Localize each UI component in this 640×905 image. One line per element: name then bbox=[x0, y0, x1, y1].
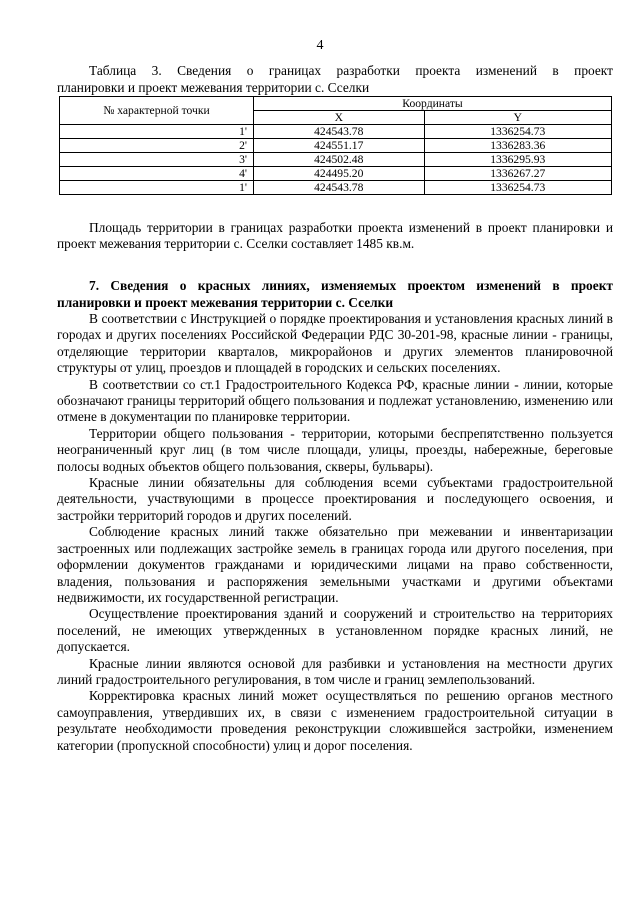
cell-point: 1' bbox=[60, 125, 254, 139]
cell-y: 1336254.73 bbox=[424, 181, 611, 195]
table-row bbox=[60, 153, 612, 167]
cell-y: 1336267.27 bbox=[424, 167, 611, 181]
cell-x: 424551.17 bbox=[254, 139, 425, 153]
section-heading: 7. Сведения о красных линиях, изменяемых проектом изменений в проект планировки и проект межевания территории с. Сселки bbox=[57, 278, 613, 310]
cell-point: 4' bbox=[60, 167, 254, 181]
body-paragraph: В соответствии с Инструкцией о порядке проектирования и установления красных линий в городах и других поселениях Российской Федерации РДС 30-201-98, красные линии - границы, отделяющие территории кварталов, микрорайонов и других элементов планировочной структуры от улиц, проездов и площадей в городских и сельских поселениях. bbox=[57, 311, 613, 376]
body-paragraph: Осуществление проектирования зданий и сооружений и строительство на территориях поселений, не имеющих утвержденных в установленном порядке красных линий, не допускается. bbox=[57, 606, 613, 655]
table-caption bbox=[57, 63, 613, 96]
body-paragraph: Красные линии являются основой для разбивки и установления на местности других линий градостроительного регулирования, в том числе и границ землепользований. bbox=[57, 655, 613, 687]
cell-point: 2' bbox=[60, 139, 254, 153]
cell-point: 1' bbox=[60, 181, 254, 195]
cell-x: 424543.78 bbox=[254, 181, 425, 195]
body-paragraph: Красные линии обязательны для соблюдения всеми субъектами градостроительной деятельности, участвующими в процессе проектирования и последующего освоения, и застройки территорий городов и других поселений. bbox=[57, 475, 613, 523]
body-paragraph: Соблюдение красных линий также обязательно при межевании и инвентаризации застроенных или подлежащих застройке земель в границах города или другого поселения, при оформлении документов гражданами и юридическими лицами на право собственности, владения, пользования и распоряжения земельными участками и другими объектами недвижимости, их государственной регистрации. bbox=[57, 524, 613, 605]
area-text: Площадь территории в границах разработки проекта изменений в проект планировки и проект межевания территории с. Сселки составляет 1485 кв.м. bbox=[57, 220, 613, 252]
body-paragraph: В соответствии со ст.1 Градостроительного Кодекса РФ, красные линии - линии, которые обозначают границы территорий общего пользования и подлежат установлению, изменению или отмене в документации по планировке территории. bbox=[57, 376, 613, 425]
table-caption-line-2: планировки и проект межевания территории с. Сселки bbox=[57, 79, 370, 95]
header-coordinates: Координаты bbox=[254, 97, 612, 111]
area-paragraph bbox=[57, 220, 613, 253]
cell-y: 1336283.36 bbox=[424, 139, 611, 153]
header-point-number: № характерной точки bbox=[60, 97, 254, 125]
cell-x: 424495.20 bbox=[254, 167, 425, 181]
cell-y: 1336295.93 bbox=[424, 153, 611, 167]
cell-x: 424502.48 bbox=[254, 153, 425, 167]
table-row bbox=[60, 139, 612, 153]
body-text bbox=[57, 311, 613, 754]
cell-point: 3' bbox=[60, 153, 254, 167]
body-paragraph: Территории общего пользования - территории, которыми беспрепятственно пользуется неограниченный круг лиц (в том числе площади, улицы, проезды, набережные, береговые полосы водных объектов общего пользования, скверы, бульвары). bbox=[57, 425, 613, 474]
table-caption-line-1: Таблица 3. Сведения о границах разработки проекта изменений в проект bbox=[89, 63, 613, 78]
table-row bbox=[60, 181, 612, 195]
page-number: 4 bbox=[316, 38, 324, 53]
table-row bbox=[60, 167, 612, 181]
header-y: Y bbox=[424, 111, 611, 125]
cell-x: 424543.78 bbox=[254, 125, 425, 139]
coordinates-table bbox=[59, 96, 612, 195]
header-x: X bbox=[254, 111, 425, 125]
table-row bbox=[60, 125, 612, 139]
body-paragraph: Корректировка красных линий может осуществляться по решению органов местного самоуправления, утвердивших их, в связи с изменением градостроительной ситуации в результате необходимости проведения реконструкции сложившейся застройки, изменением категории (пропускной способности) улиц и дорог поселения. bbox=[57, 688, 613, 753]
cell-y: 1336254.73 bbox=[424, 125, 611, 139]
